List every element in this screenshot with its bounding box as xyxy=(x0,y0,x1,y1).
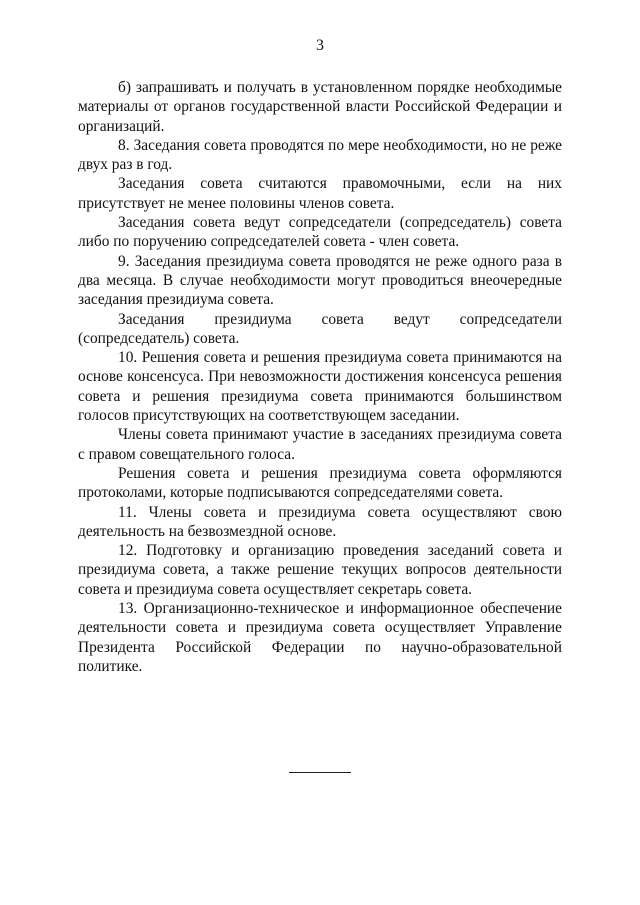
paragraph-8-chairing: Заседания совета ведут сопредседатели (сопредседатель) совета либо по поручению сопредседателей совета - член совета. xyxy=(78,214,562,251)
page-number: 3 xyxy=(316,37,324,54)
paragraph-10-advisory-vote: Члены совета принимают участие в заседаниях президиума совета с правом совещательного голоса. xyxy=(78,426,562,463)
paragraph-13-support: 13. Организационно-техническое и информационное обеспечение деятельности совета и президиума совета осуществляет Управление Президента Российской Федерации по научно-образовательной политике. xyxy=(78,600,562,675)
paragraph-9-presidium-chairing: Заседания президиума совета ведут сопредседатели (сопредседатель) совета. xyxy=(78,310,562,347)
paragraph-8-meeting-frequency: 8. Заседания совета проводятся по мере необходимости, но не реже двух раз в год. xyxy=(78,136,562,174)
paragraph-9-presidium-meetings: 9. Заседания президиума совета проводятся не реже одного раза в два месяца. В случае необходимости могут проводиться внеочередные заседания президиума совета. xyxy=(78,252,562,309)
paragraph-10-protocols: Решения совета и решения президиума совета оформляются протоколами, которые подписываются сопредседателями совета. xyxy=(78,464,562,502)
paragraph-8-quorum: Заседания совета считаются правомочными, если на них присутствует не менее половины членов совета. xyxy=(78,175,562,212)
paragraph-11-unpaid-basis: 11. Члены совета и президиума совета осуществляют свою деятельность на безвозмездной основе. xyxy=(78,503,562,540)
document-body xyxy=(78,78,562,676)
paragraph-10-decisions: 10. Решения совета и решения президиума совета принимаются на основе консенсуса. При невозможности достижения консенсуса решения совета и решения президиума совета принимаются большинством голосов присутствующих на соответствующем заседании. xyxy=(78,349,562,425)
paragraph-12-secretary: 12. Подготовку и организацию проведения заседаний совета и президиума совета, а также решение текущих вопросов деятельности совета и президиума совета осуществляет секретарь совета. xyxy=(78,542,562,598)
paragraph-7b-request-materials: б) запрашивать и получать в установленном порядке необходимые материалы от органов государственной власти Российской Федерации и организаций. xyxy=(78,79,562,135)
end-of-document-rule xyxy=(289,772,351,773)
